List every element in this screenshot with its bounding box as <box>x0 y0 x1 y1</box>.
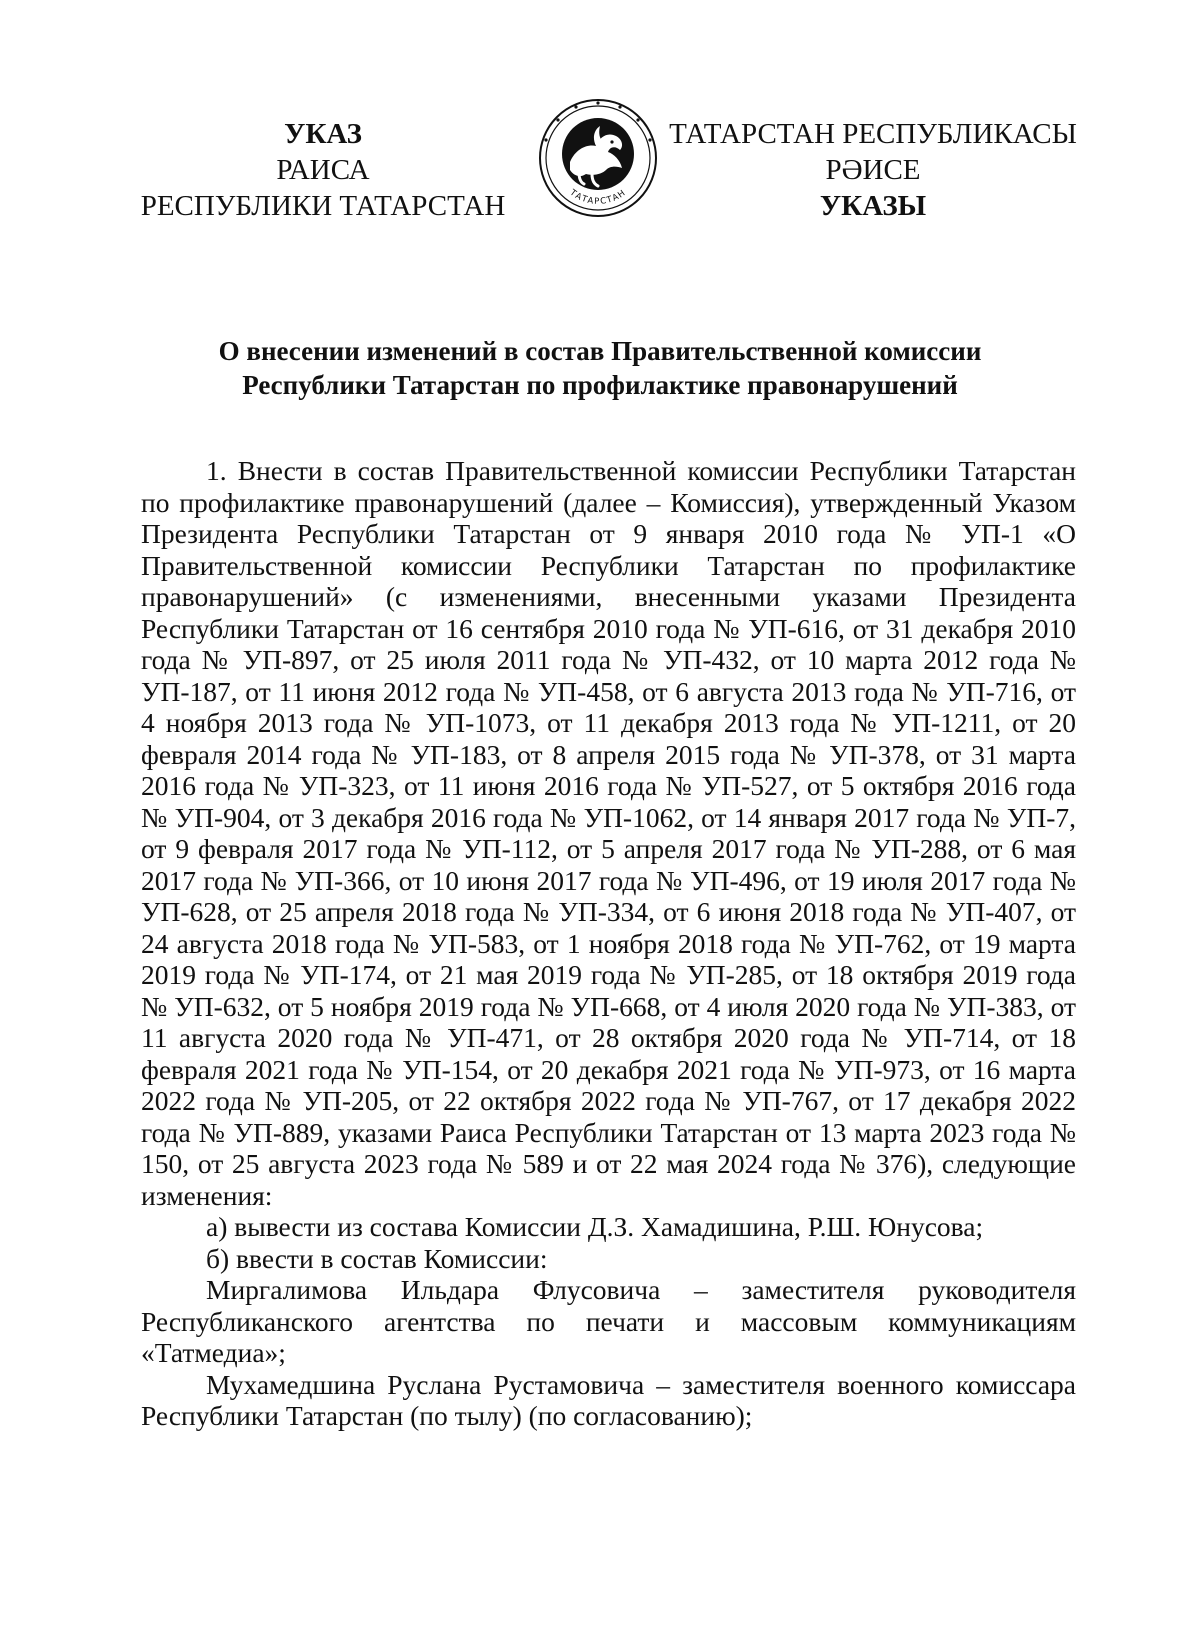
header-left-republic: РЕСПУБЛИКИ ТАТАРСТАН <box>140 190 506 222</box>
title-line-2: Республики Татарстан по профилактике правонарушений <box>242 370 958 400</box>
document-body <box>141 455 1076 1432</box>
header-right-decree: УКАЗЫ <box>819 190 927 222</box>
paragraph-member-mukhamedshin: Мухамедшина Руслана Рустамовича – заместителя военного комиссара Республики Татарстан (по тылу) (по согласованию); <box>141 1368 1076 1431</box>
paragraph-add-members: б) ввести в состав Комиссии: <box>206 1242 548 1274</box>
header-left-decree: УКАЗ <box>284 118 362 150</box>
header-right-head: РӘИСЕ <box>825 154 921 186</box>
paragraph-remove-members: а) вывести из состава Комиссии Д.З. Хамадишина, Р.Ш. Юнусова; <box>206 1211 984 1242</box>
header-left-head: РАИСА <box>276 154 370 186</box>
title-line-1: О внесении изменений в состав Правительственной комиссии <box>218 336 982 366</box>
header-right-block <box>668 116 1078 224</box>
paragraph-member-mirgalimov: Миргалимова Ильдара Флусовича – заместителя руководителя Республиканского агентства по печати и массовым коммуникациям «Татмедиа»; <box>141 1274 1076 1368</box>
header-left-block <box>128 116 518 224</box>
paragraph-1: 1. Внести в состав Правительственной комиссии Республики Татарстан по профилактике правонарушений (далее – Комиссия), утвержденный Указом Президента Республики Татарстан от 9 января 2010 года № УП-1 «О Правительственной комиссии Республики Татарстан по профилактике правонарушений» (с изменениями, внесенными указами Президента Республики Татарстан от 16 сентября 2010 года № УП-616, от 31 декабря 2010 года № УП-897, от 25 июля 2011 года № УП-432, от 10 марта 2012 года № УП-187, от 11 июня 2012 года № УП-458, от 6 августа 2013 года № УП-716, от 4 ноября 2013 года № УП-1073, от 11 декабря 2013 года № УП-1211, от 20 февраля 2014 года № УП-183, от 8 апреля 2015 года № УП-378, от 31 марта 2016 года № УП-323, от 11 июня 2016 года № УП-527, от 5 октября 2016 года № УП-904, от 3 декабря 2016 года № УП-1062, от 14 января 2017 года № УП-7, от 9 февраля 2017 года № УП-112, от 5 апреля 2017 года № УП-288, от 6 мая 2017 года № УП-366, от 10 июня 2017 года № УП-496, от 19 июля 2017 года № УП-628, от 25 апреля 2018 года № УП-334, от 6 июня 2018 года № УП-407, от 24 августа 2018 года № УП-583, от 1 ноября 2018 года № УП-762, от 19 марта 2019 года № УП-174, от 21 мая 2019 года № УП-285, от 18 октября 2019 года № УП-632, от 5 ноября 2019 года № УП-668, от 4 июля 2020 года № УП-383, от 11 августа 2020 года № УП-471, от 28 октября 2020 года № УП-714, от 18 февраля 2021 года № УП-154, от 20 декабря 2021 года № УП-973, от 16 марта 2022 года № УП-205, от 22 октября 2022 года № УП-767, от 17 декабря 2022 года № УП-889, указами Раиса Республики Татарстан от 13 марта 2023 года № 150, от 25 августа 2023 года № 589 и от 22 мая 2024 года № 376), следующие изменения: <box>141 455 1076 1211</box>
svg-text:ТАТАРСТАН <box>567 187 628 207</box>
document-title <box>100 334 1100 402</box>
header-right-republic: ТАТАРСТАН РЕСПУБЛИКАСЫ <box>669 118 1077 150</box>
coat-of-arms-tatarstan-icon <box>536 96 660 220</box>
emblem-caption: ТАТАРСТАН <box>567 187 629 207</box>
